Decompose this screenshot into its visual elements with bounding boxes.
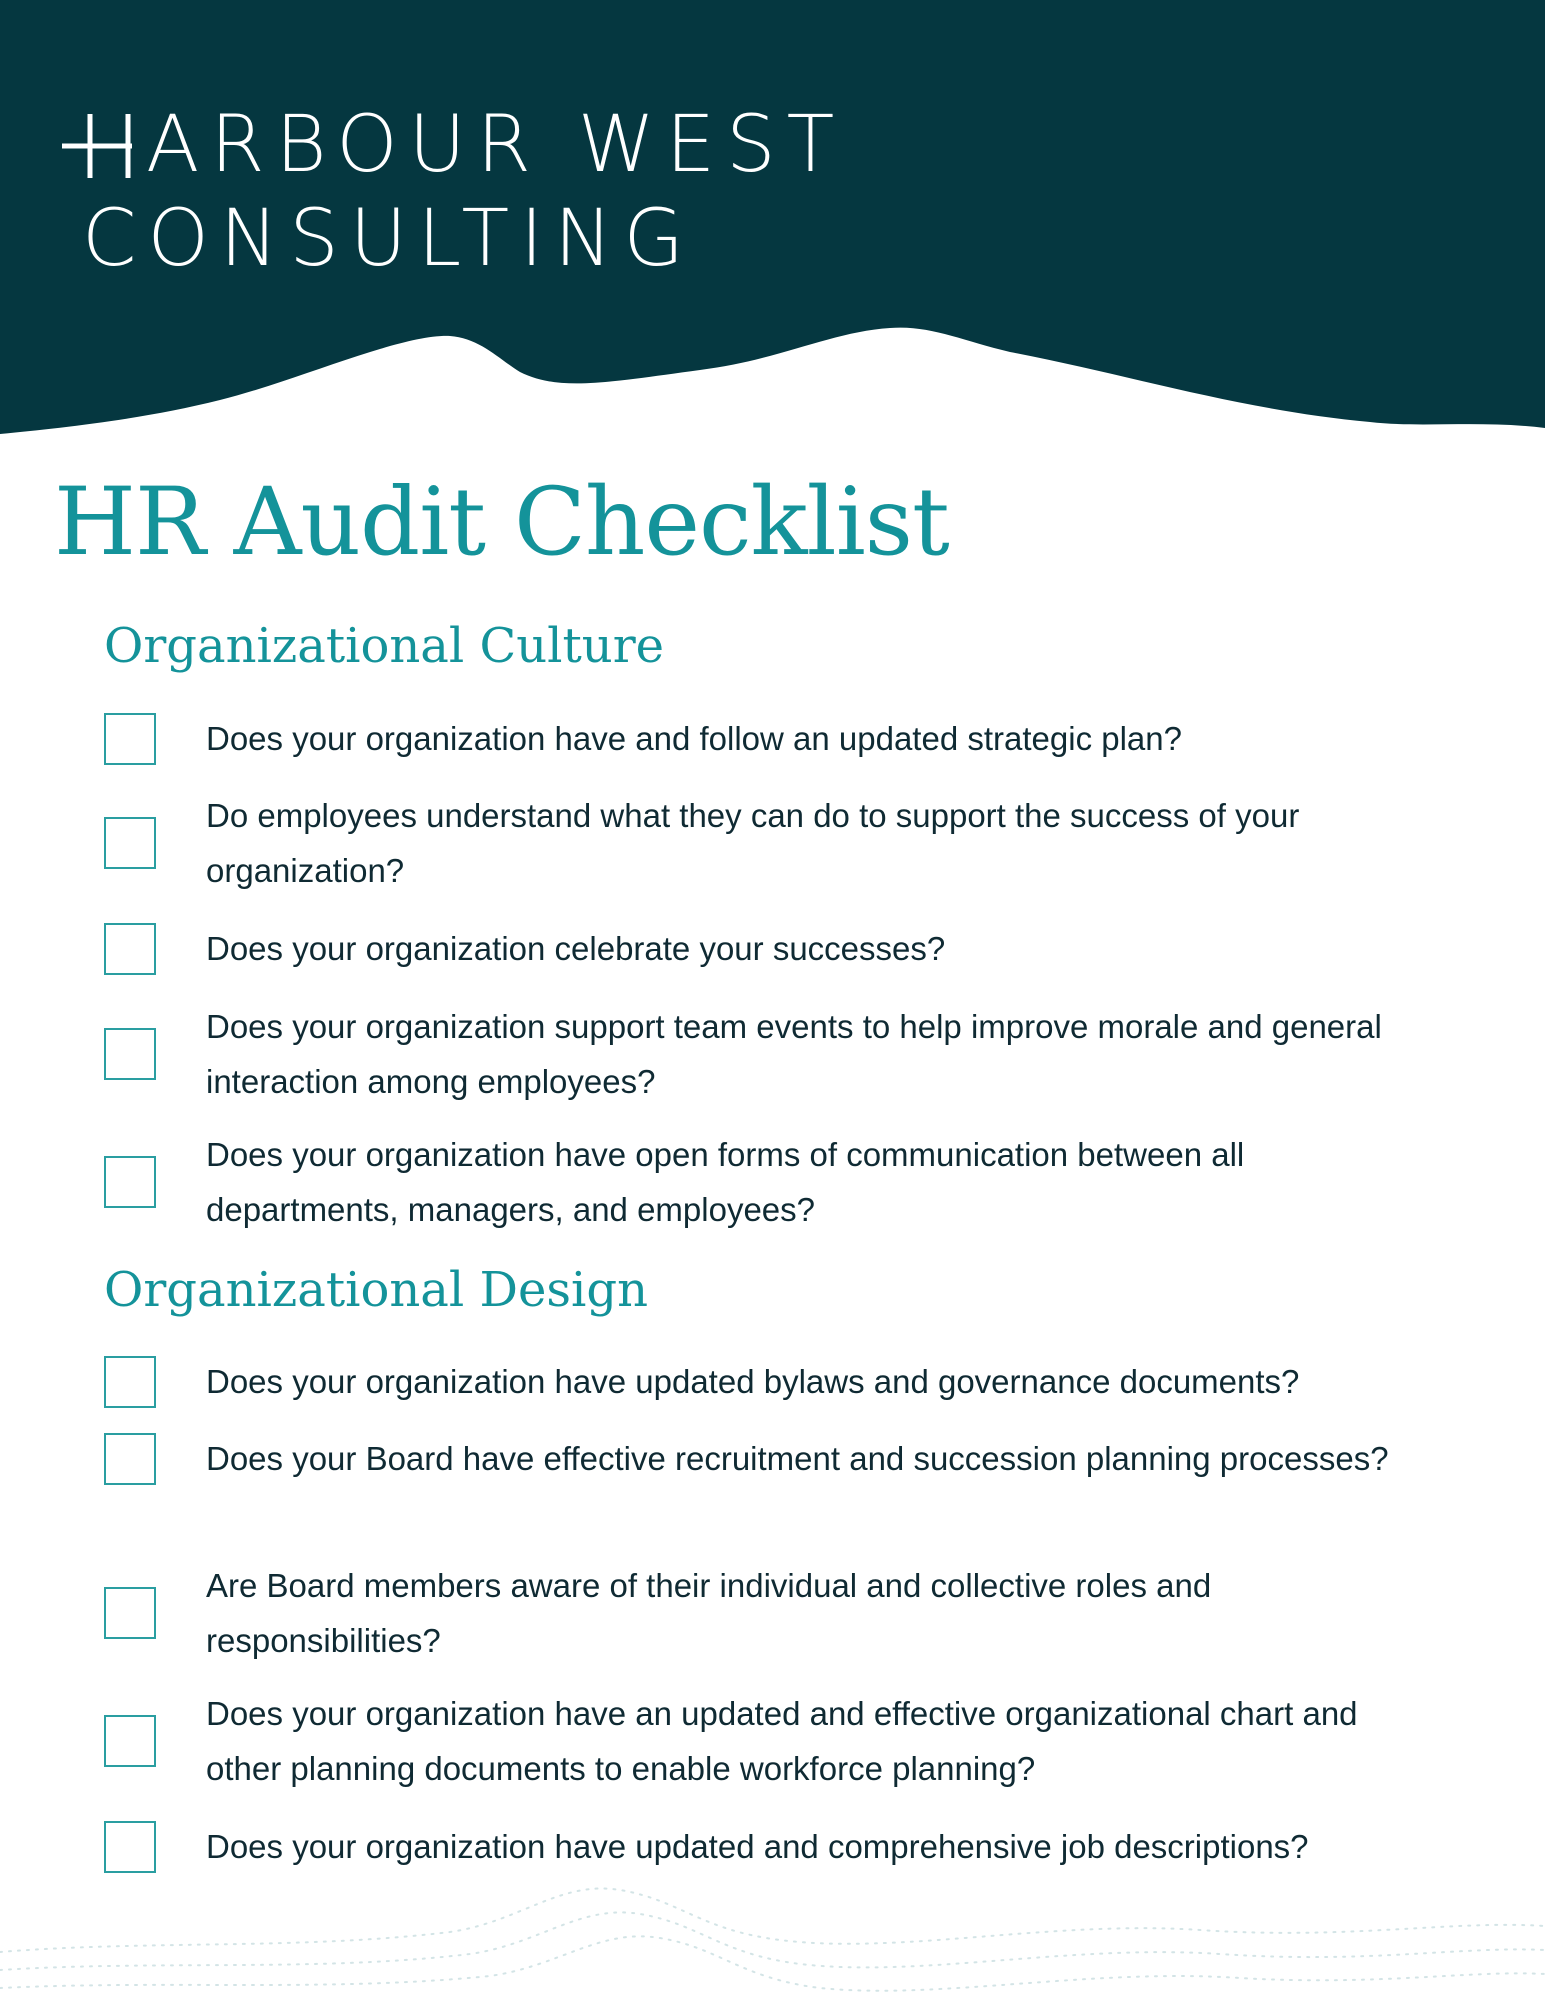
checklist-item-text: Does your organization have open forms of communication between all departments, managers, and employees?	[206, 1136, 1245, 1228]
footer-dotted-wave-pattern	[0, 1860, 1545, 2000]
checklist-item-text: Do employees understand what they can do to support the success of your organization?	[206, 797, 1300, 889]
checkbox[interactable]	[104, 1156, 156, 1208]
checkbox[interactable]	[104, 1028, 156, 1080]
checklist-item	[104, 999, 1444, 1109]
checkbox[interactable]	[104, 817, 156, 869]
checkbox[interactable]	[104, 1356, 156, 1408]
checklist-item-text: Are Board members aware of their individual and collective roles and responsibilities?	[206, 1567, 1212, 1659]
checklist-item-text: Does your organization have an updated and effective organizational chart and other planning documents to enable workforce planning?	[206, 1695, 1358, 1787]
checklist-item	[104, 788, 1444, 898]
checklist-item	[104, 711, 1444, 766]
brand-line-1: ARBOUR WEST	[146, 100, 846, 190]
checkbox[interactable]	[104, 923, 156, 975]
checklist-item	[104, 1354, 1444, 1409]
checklist-item-text: Does your organization have updated and comprehensive job descriptions?	[206, 1828, 1309, 1865]
checklist-item-text: Does your organization support team events to help improve morale and general interaction among employees?	[206, 1008, 1382, 1100]
checklist-item	[104, 1558, 1444, 1668]
page-title: HR Audit Checklist	[54, 468, 949, 577]
header-banner	[0, 0, 1545, 440]
section-title-design: Organizational Design	[104, 1262, 649, 1318]
checkbox[interactable]	[104, 713, 156, 765]
brand-logo-text	[82, 98, 845, 286]
checkbox[interactable]	[104, 1587, 156, 1639]
checklist-item-text: Does your organization celebrate your successes?	[206, 930, 946, 967]
checklist-item	[104, 1127, 1444, 1237]
checklist-item	[104, 1431, 1444, 1486]
checklist-item	[104, 921, 1444, 976]
section-title-culture: Organizational Culture	[104, 618, 665, 674]
checklist-item-text: Does your organization have updated bylaws and governance documents?	[206, 1363, 1300, 1400]
checklist-item-text: Does your organization have and follow an updated strategic plan?	[206, 720, 1182, 757]
checklist-item	[104, 1686, 1444, 1796]
checkbox[interactable]	[104, 1715, 156, 1767]
checkbox[interactable]	[104, 1433, 156, 1485]
brand-line-2: CONSULTING	[82, 194, 695, 284]
checklist-item-text: Does your Board have effective recruitment and succession planning processes?	[206, 1440, 1389, 1477]
